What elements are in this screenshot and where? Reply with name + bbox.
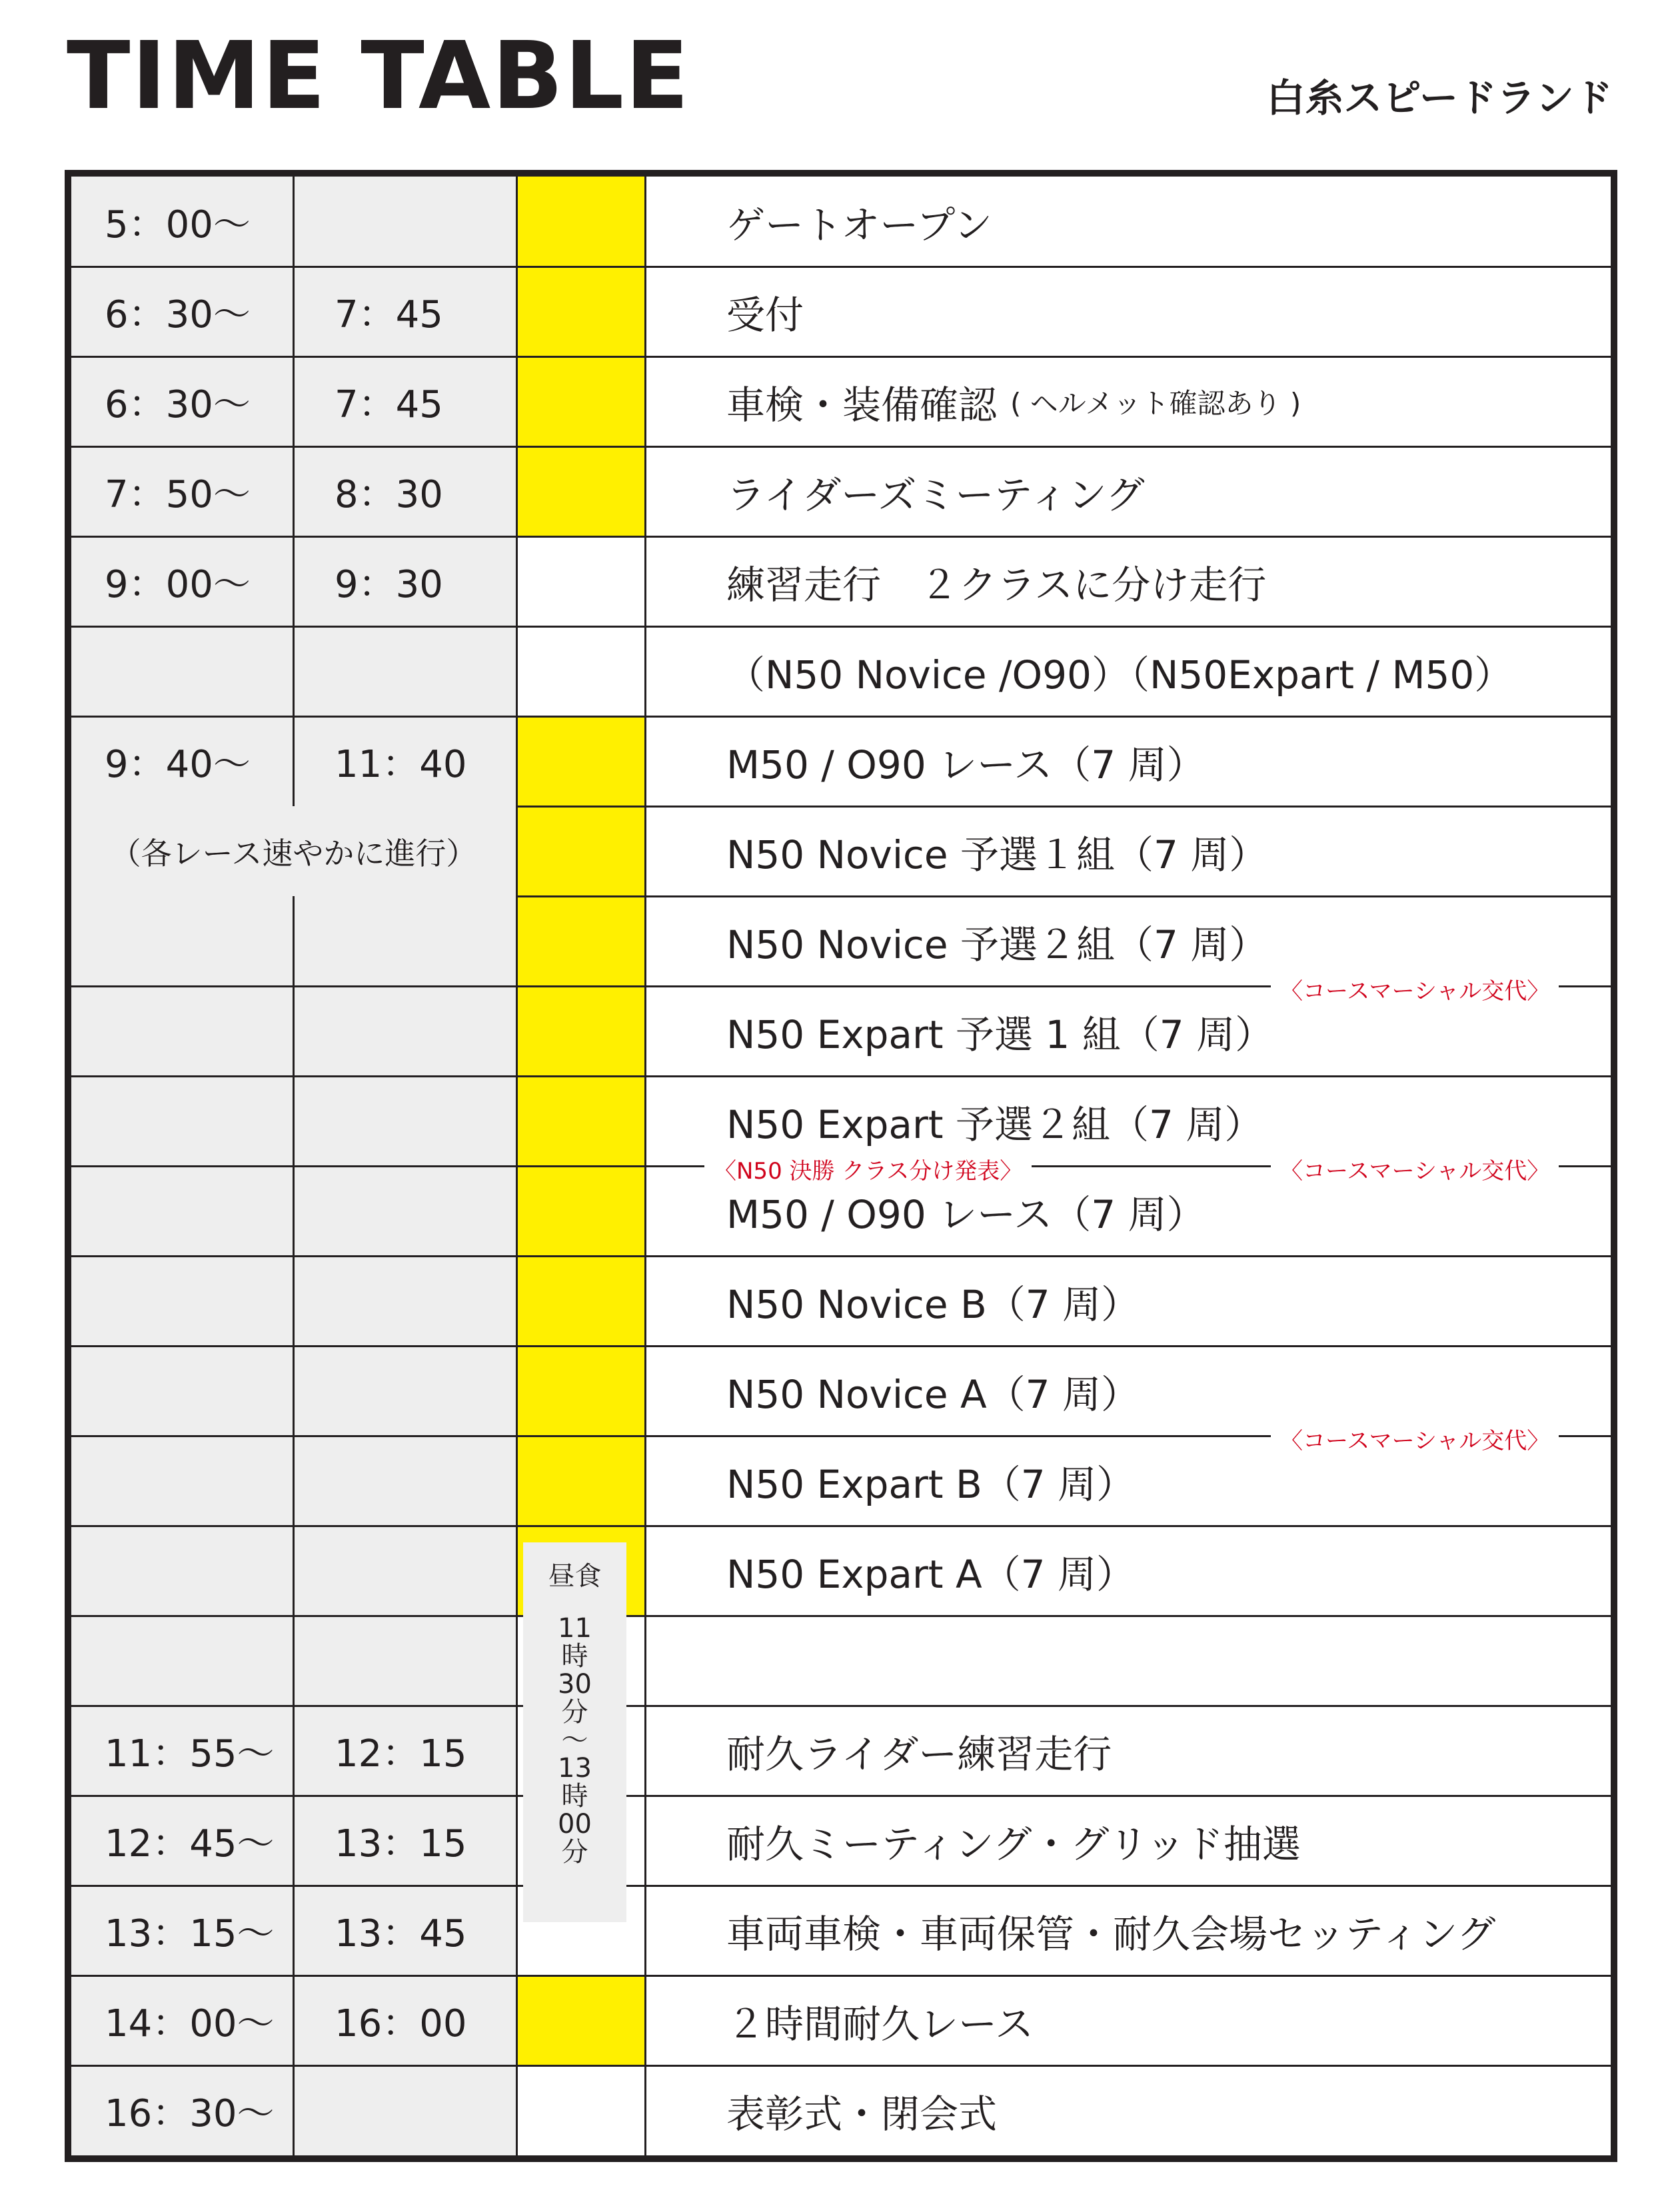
event-cell [646,1706,1611,1796]
row-divider [518,266,1611,268]
event-name: 車両車検・車両保管・耐久会場セッティング [726,1911,1496,1957]
start-time: 12：45〜 [71,1796,295,1886]
event-cell [646,626,1611,716]
end-time [295,626,518,716]
row-divider [518,1345,1611,1347]
progress-note: （各レース速やかに進行） [71,806,518,896]
lunch-time-part: 00 [558,1809,592,1840]
highlight-marker [518,806,646,896]
marshal-change-note: 〈コースマーシャル交代〉 [1271,973,1559,1005]
row-divider [71,716,518,718]
event-cell [646,267,1611,356]
event-name: N50 Expart 予選 1 組（7 周） [726,1011,1274,1057]
event-note: ( ヘルメット確認あり ) [1010,386,1301,420]
row-divider [518,1975,1611,1977]
event-cell [646,1796,1611,1886]
row-divider [71,1075,518,1077]
event-name: M50 / O90 レース（7 周） [726,742,1206,788]
start-time [71,896,295,986]
highlight-marker [518,536,646,626]
row-divider [518,536,1611,538]
row-divider [518,1705,1611,1707]
row-divider [71,1885,518,1887]
lunch-time-part: 〜 [561,1725,588,1756]
row-divider [71,1795,518,1797]
table-row [71,536,1611,626]
start-time: 16：30〜 [71,2065,295,2155]
class-announcement-note: 〈N50 決勝 クラス分け発表〉 [704,1153,1032,1185]
row-divider [71,536,518,538]
marshal-change-note: 〈コースマーシャル交代〉 [1271,1422,1559,1455]
event-name: 練習走行 ２クラスに分け走行 [726,562,1267,608]
start-time: 9：00〜 [71,536,295,626]
table-row [71,626,1611,716]
row-divider [518,895,1611,897]
end-time: 8：30 [295,446,518,536]
highlight-marker [518,1166,646,1256]
end-time: 16：00 [295,1975,518,2065]
row-divider [71,1345,518,1347]
row-divider [518,1615,1611,1617]
start-time [71,1076,295,1166]
row-divider [518,716,1611,718]
table-row [71,356,1611,446]
start-time: 9：40〜 [71,716,295,806]
start-time [71,1526,295,1616]
row-divider [71,1615,518,1617]
end-time [295,1436,518,1526]
end-time [295,1256,518,1346]
lunch-break-label [523,1542,626,1922]
start-time: 14：00〜 [71,1975,295,2065]
row-divider [71,626,518,628]
event-name: 耐久ライダー練習走行 [726,1731,1112,1777]
row-divider [71,1255,518,1257]
table-row [71,716,1611,806]
row-divider [518,1075,1611,1077]
row-divider [71,1525,518,1527]
table-row [71,1706,1611,1796]
start-time [71,1346,295,1436]
event-cell [646,716,1611,806]
highlight-marker [518,986,646,1076]
table-row [71,1975,1611,2065]
row-divider [518,806,1611,808]
row-divider [518,1885,1611,1887]
end-time: 11：40 [295,716,518,806]
row-divider [71,1975,518,1977]
row-divider [71,1165,518,1167]
highlight-marker [518,1975,646,2065]
event-name: N50 Novice 予選１組（7 周） [726,831,1268,877]
highlight-marker [518,2065,646,2155]
highlight-marker [518,1256,646,1346]
start-time [71,1436,295,1526]
end-time [295,1616,518,1706]
start-time [71,1166,295,1256]
event-cell [646,177,1611,267]
start-time: 5：00〜 [71,177,295,267]
event-cell [646,536,1611,626]
start-time: 6：30〜 [71,267,295,356]
start-time [71,1256,295,1346]
event-name: M50 / O90 レース（7 周） [726,1191,1206,1237]
end-time [295,1166,518,1256]
end-time [295,177,518,267]
page-title: TIME TABLE [67,22,690,131]
start-time: 13：15〜 [71,1886,295,1975]
row-divider [518,1255,1611,1257]
end-time: 13：45 [295,1886,518,1975]
row-divider [71,1705,518,1707]
event-cell [646,1616,1611,1706]
row-divider [71,2065,518,2067]
event-cell [646,1975,1611,2065]
row-divider [71,356,518,358]
event-name: N50 Novice A（7 周） [726,1371,1140,1417]
end-time: 7：45 [295,267,518,356]
event-cell [646,2065,1611,2155]
highlight-marker [518,1076,646,1166]
end-time [295,1526,518,1616]
event-name: ２時間耐久レース [726,2001,1034,2047]
row-divider [518,2065,1611,2067]
row-divider [71,1435,518,1437]
highlight-marker [518,1436,646,1526]
start-time [71,986,295,1076]
table-row [71,1886,1611,1975]
end-time [295,896,518,986]
event-name: 受付 [726,292,804,338]
table-row [71,2065,1611,2155]
start-time: 7：50〜 [71,446,295,536]
row-divider [518,1795,1611,1797]
lunch-time [558,1614,592,1866]
highlight-marker [518,356,646,446]
table-row [71,1613,1611,1706]
table-row [71,1256,1611,1346]
timetable [65,170,1617,2162]
lunch-time-part: 13 [558,1753,592,1784]
event-name: ライダーズミーティング [726,472,1145,518]
row-divider [518,1525,1611,1527]
event-cell [646,806,1611,896]
end-time: 13：15 [295,1796,518,1886]
table-row [71,1526,1611,1616]
event-name: N50 Expart B（7 周） [726,1461,1136,1507]
event-name: N50 Expart A（7 周） [726,1551,1135,1597]
end-time: 12：15 [295,1706,518,1796]
end-time [295,2065,518,2155]
event-name: N50 Novice 予選２組（7 周） [726,921,1268,967]
highlight-marker [518,716,646,806]
row-divider [518,446,1611,448]
lunch-time-part: 30 [558,1669,592,1700]
table-row [71,267,1611,356]
row-divider [71,266,518,268]
event-cell [646,446,1611,536]
event-name: 表彰式・閉会式 [726,2091,998,2137]
event-cell [646,1526,1611,1616]
table-row [71,177,1611,267]
highlight-marker [518,446,646,536]
event-name: ゲートオープン [726,202,993,248]
highlight-marker [518,177,646,267]
lunch-time-part: 分 [561,1837,588,1868]
highlight-marker [518,896,646,986]
lunch-time-part: 時 [561,1641,588,1672]
lunch-time-part: 分 [561,1697,588,1728]
end-time: 7：45 [295,356,518,446]
end-time [295,986,518,1076]
start-time: 11：55〜 [71,1706,295,1796]
row-divider [71,446,518,448]
event-cell [646,1886,1611,1975]
event-cell [646,1256,1611,1346]
row-divider [518,626,1611,628]
start-time [71,1616,295,1706]
marshal-change-note: 〈コースマーシャル交代〉 [1271,1153,1559,1185]
event-name: 耐久ミーティング・グリッド抽選 [726,1821,1301,1867]
venue-name: 白糸スピードランド [1266,75,1613,121]
event-name: 車検・装備確認 [726,382,998,428]
event-cell [646,356,1611,446]
table-row [71,1796,1611,1886]
highlight-marker [518,1346,646,1436]
lunch-time-part: 時 [561,1781,588,1812]
row-divider [518,356,1611,358]
event-name: （N50 Novice /O90）（N50Expart / M50） [726,652,1513,698]
lunch-label: 昼食 [548,1561,602,1592]
highlight-marker [518,267,646,356]
row-divider [71,985,518,987]
start-time [71,626,295,716]
end-time [295,1346,518,1436]
end-time [295,1076,518,1166]
table-row [71,446,1611,536]
event-name: N50 Novice B（7 周） [726,1281,1140,1327]
start-time: 6：30〜 [71,356,295,446]
table-row [71,806,1611,896]
highlight-marker [518,626,646,716]
lunch-time-part: 11 [558,1613,592,1644]
end-time: 9：30 [295,536,518,626]
event-name: N50 Expart 予選２組（7 周） [726,1101,1263,1147]
